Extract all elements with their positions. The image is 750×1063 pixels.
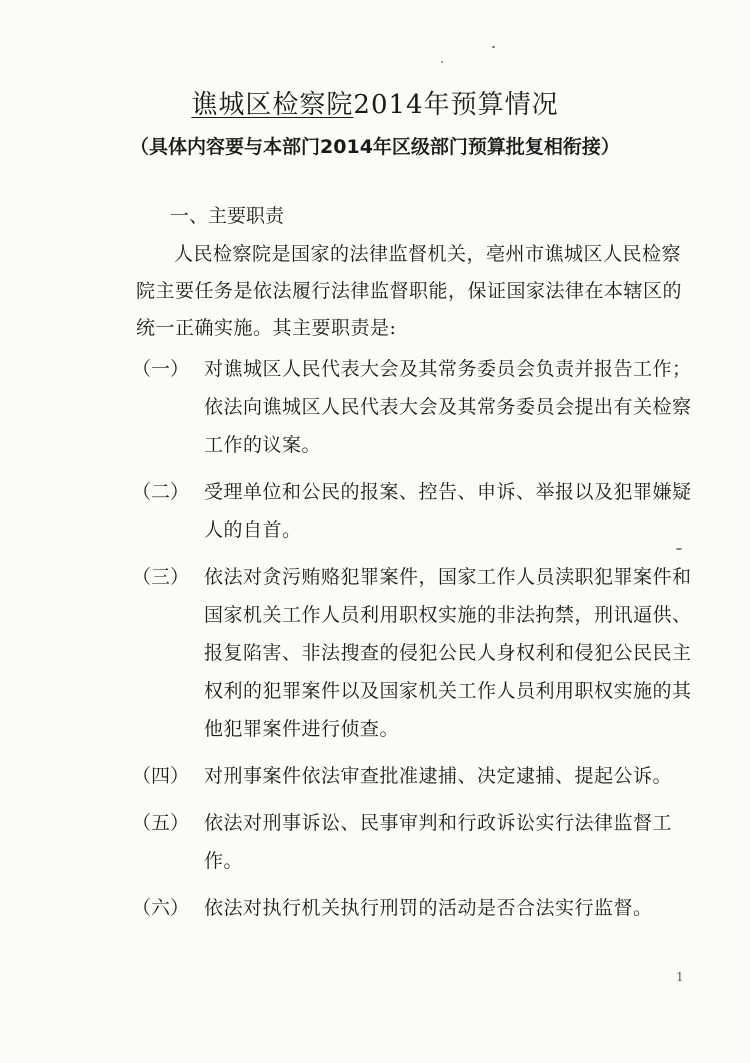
- duty-text: 依法对执行机关执行刑罚的活动是否合法实行监督。: [204, 897, 653, 919]
- duty-text: 受理单位和公民的报案、控告、申诉、举报以及犯罪嫌疑人的自首。: [204, 481, 692, 541]
- scan-speck: [492, 46, 495, 48]
- scan-speck: [676, 548, 682, 550]
- duty-number: （二）: [132, 481, 190, 503]
- duty-item: [132, 350, 692, 464]
- duty-item: [132, 558, 692, 748]
- intro-paragraph: 人民检察院是国家的法律监督机关，亳州市谯城区人民检察院主要任务是依法履行法律监督职能，保证国家法律在本辖区的统一正确实施。其主要职责是:: [136, 243, 683, 339]
- title-organization: 谯城区检察院: [191, 90, 354, 120]
- duty-item: [132, 889, 692, 927]
- duty-item: [132, 804, 692, 880]
- duties-list: [132, 350, 692, 936]
- duty-number: （五）: [132, 812, 190, 834]
- duty-number: （四）: [132, 765, 190, 787]
- duty-number: （一）: [132, 358, 190, 380]
- section-heading: 一、主要职责: [170, 205, 285, 227]
- document-title: [0, 84, 750, 121]
- duty-text: 对刑事案件依法审查批准逮捕、决定逮捕、提起公诉。: [204, 765, 673, 787]
- duty-item: [132, 757, 692, 795]
- duty-text: 对谯城区人民代表大会及其常务委员会负责并报告工作；依法向谯城区人民代表大会及其常务委员会提出有关检察工作的议案。: [204, 358, 692, 456]
- scan-speck: [441, 61, 443, 63]
- title-year-budget: 2014年预算情况: [353, 90, 559, 120]
- duty-text: 依法对刑事诉讼、民事审判和行政诉讼实行法律监督工作。: [204, 812, 673, 872]
- duty-number: （三）: [132, 566, 190, 588]
- duty-text: 依法对贪污贿赂犯罪案件，国家工作人员渎职犯罪案件和国家机关工作人员利用职权实施的非法拘禁，刑讯逼供、报复陷害、非法搜查的侵犯公民人身权利和侵犯公民民主权利的犯罪案件以及国家机关工作人员利用职权实施的其他犯罪案件进行侦查。: [204, 566, 692, 740]
- document-subtitle: （具体内容要与本部门2014年区级部门预算批复相衔接）: [130, 136, 620, 158]
- page-number: 1: [676, 970, 684, 984]
- duty-item: [132, 473, 692, 549]
- duty-number: （六）: [132, 897, 190, 919]
